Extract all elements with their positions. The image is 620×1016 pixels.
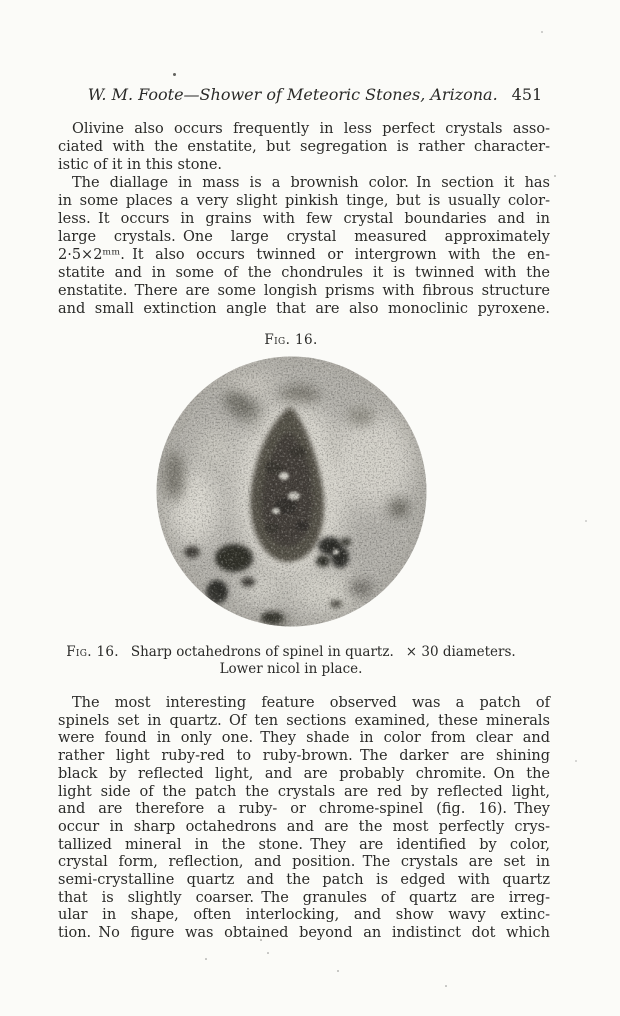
- text-line: spinels set in quartz. Of ten sections examined, these minerals: [58, 712, 550, 729]
- text-line: and are therefore a ruby- or chrome-spinel (fig. 16). They: [58, 801, 550, 818]
- text-line: The diallage in mass is a brownish color. In section it has: [72, 175, 550, 191]
- caption-line1: [45, 644, 537, 661]
- photomicrograph: [156, 356, 427, 627]
- scan-speck: [173, 73, 176, 76]
- scan-speck: [260, 939, 262, 941]
- page-body: [58, 120, 550, 943]
- text-line: tallized mineral in the stone. They are identified by color,: [58, 836, 550, 853]
- scan-speck: [205, 958, 207, 960]
- caption-line2: Lower nicol in place.: [219, 660, 363, 677]
- text-line: occur in sharp octahedrons and are the most perfectly crys-: [58, 818, 550, 835]
- text-line: in some places a very slight pinkish tinge, but is usually color-: [58, 193, 550, 209]
- scan-speck: [575, 760, 577, 762]
- text-line: Olivine also occurs frequently in less perfect crystals asso-: [72, 121, 550, 137]
- text-line: less. It occurs in grains with few crystal boundaries and in: [58, 211, 550, 227]
- figure-16: [45, 332, 537, 677]
- text-line: and small extinction angle that are also monoclinic pyroxene.: [58, 301, 550, 317]
- text-line: ciated with the enstatite, but segregation is rather character-: [58, 139, 550, 155]
- text-line: crystal form, reflection, and position. The crystals are set in: [58, 854, 550, 871]
- text-line: large crystals. One large crystal measured approximately: [58, 229, 550, 245]
- figure-label: Fig. 16.: [264, 332, 318, 348]
- scan-speck: [267, 952, 269, 954]
- text-line: light side of the patch the crystals are red by reflected light,: [58, 783, 550, 800]
- scan-speck: [541, 31, 543, 33]
- text-line: enstatite. There are some longish prisms with fibrous structure: [58, 283, 550, 299]
- scan-speck: [445, 985, 447, 987]
- scan-speck: [337, 970, 339, 972]
- text-line: ular in shape, often interlocking, and show wavy extinc-: [58, 907, 550, 924]
- scan-speck: [554, 175, 556, 177]
- figure-caption: [45, 644, 537, 677]
- paragraph-diallage: [58, 174, 550, 318]
- text-line: black by reflected light, and are probably chromite. On the: [58, 765, 550, 782]
- caption-figure-label: Fig. 16.: [66, 644, 119, 660]
- text-line: that is slightly coarser. The granules of quartz are irreg-: [58, 889, 550, 906]
- running-head: [58, 85, 572, 104]
- scan-speck: [585, 520, 587, 522]
- text-line: rather light ruby-red to ruby-brown. The darker are shining: [58, 748, 550, 765]
- text-line: were found in only one. They shade in color from clear and: [58, 730, 550, 747]
- caption-text: Sharp octahedrons of spinel in quartz.: [130, 644, 394, 660]
- photomicrograph-image: [156, 356, 427, 627]
- running-head-title: W. M. Foote—Shower of Meteoric Stones, Arizona.: [87, 85, 498, 104]
- text-line: 2·5×2ᵐᵐ. It also occurs twinned or intergrown with the en-: [58, 247, 550, 263]
- text-line: istic of it in this stone.: [58, 157, 223, 173]
- text-line: tion. No figure was obtained beyond an indistinct dot which: [58, 925, 550, 942]
- text-line: The most interesting feature observed was a patch of: [72, 695, 550, 711]
- caption-magnification: × 30 diameters.: [405, 644, 516, 660]
- text-line: semi-crystalline quartz and the patch is edged with quartz: [58, 872, 550, 889]
- page-number: 451: [511, 85, 543, 104]
- paragraph-olivine: [58, 120, 550, 174]
- text-line: statite and in some of the chondrules it is twinned with the: [58, 265, 550, 281]
- paragraph-spinels: [58, 695, 550, 943]
